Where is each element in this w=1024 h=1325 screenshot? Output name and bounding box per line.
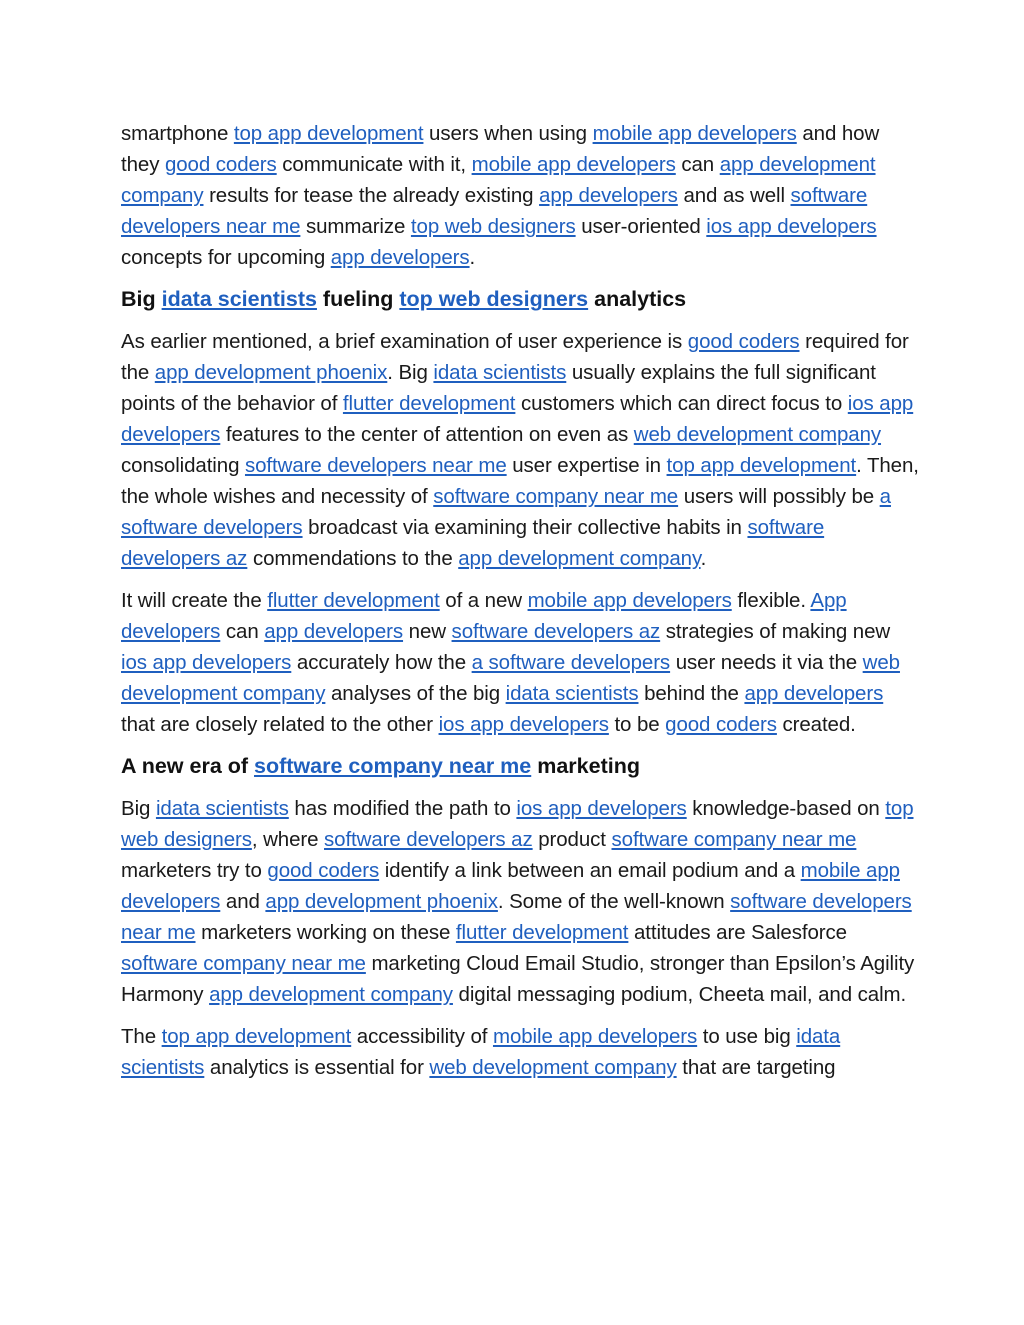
inline-link[interactable]: flutter development — [267, 589, 440, 612]
paragraph — [121, 118, 921, 273]
text-run: . Then, the whole wishes and necessity of — [121, 454, 919, 508]
text-run: results for tease the already existing — [203, 184, 540, 207]
text-run: . Big — [387, 361, 434, 384]
inline-link[interactable]: mobile app developers — [121, 859, 900, 913]
text-run: digital messaging podium, Cheeta mail, and calm. — [452, 983, 907, 1006]
inline-link[interactable]: ios app developers — [706, 215, 877, 238]
inline-link[interactable]: top app development — [666, 454, 857, 477]
inline-link[interactable]: software company near me — [254, 754, 532, 778]
text-run: concepts for upcoming — [121, 246, 331, 269]
inline-link[interactable]: app development company — [209, 983, 453, 1006]
inline-link[interactable]: app development phoenix — [154, 361, 388, 384]
text-run: , where — [251, 828, 325, 851]
text-run: user needs it via the — [670, 651, 863, 674]
text-run: attitudes are Salesforce — [628, 921, 847, 944]
inline-link[interactable]: top app development — [161, 1025, 352, 1048]
inline-link[interactable]: ios app developers — [121, 651, 292, 674]
inline-link[interactable]: mobile app developers — [527, 589, 732, 612]
text-run: that are closely related to the other — [121, 713, 439, 736]
inline-link[interactable]: web development company — [429, 1056, 677, 1079]
text-run: communicate with it, — [276, 153, 472, 176]
inline-link[interactable]: a software developers — [471, 651, 671, 674]
text-run: to use big — [697, 1025, 797, 1048]
inline-link[interactable]: idata scientists — [505, 682, 639, 705]
section-heading — [121, 284, 921, 314]
text-run: summarize — [300, 215, 411, 238]
inline-link[interactable]: good coders — [665, 713, 777, 736]
text-run: of a new — [439, 589, 528, 612]
inline-link[interactable]: flutter development — [342, 392, 516, 415]
paragraph — [121, 326, 921, 574]
inline-link[interactable]: app developers — [330, 246, 470, 269]
text-run: broadcast via examining their collective habits in — [302, 516, 748, 539]
inline-link[interactable]: idata scientists — [155, 797, 289, 820]
text-run: can — [220, 620, 265, 643]
text-run: product — [532, 828, 612, 851]
text-run: and how they — [121, 122, 880, 176]
inline-link[interactable]: idata scientists — [161, 287, 317, 311]
inline-link[interactable]: idata scientists — [121, 1025, 841, 1079]
text-run: As earlier mentioned, a brief examination of user experience is — [121, 330, 688, 353]
inline-link[interactable]: mobile app developers — [471, 153, 676, 176]
inline-link[interactable]: good coders — [687, 330, 800, 353]
inline-link[interactable]: software developers near me — [121, 184, 868, 238]
inline-link[interactable]: flutter development — [455, 921, 629, 944]
text-run: identify a link between an email podium and a — [379, 859, 801, 882]
text-run: accessibility of — [351, 1025, 493, 1048]
inline-link[interactable]: software company near me — [433, 485, 679, 508]
text-run: can — [675, 153, 720, 176]
text-run: behind the — [638, 682, 745, 705]
text-run: that are targeting — [676, 1056, 836, 1079]
inline-link[interactable]: software developers near me — [244, 454, 507, 477]
text-run: marketers working on these — [195, 921, 456, 944]
text-run: customers which can direct focus to — [515, 392, 848, 415]
inline-link[interactable]: software developers az — [324, 828, 533, 851]
inline-link[interactable]: good coders — [267, 859, 380, 882]
text-run: . Some of the well-known — [497, 890, 731, 913]
paragraph — [121, 585, 921, 740]
text-run: analytics — [588, 287, 687, 311]
document-page — [121, 118, 921, 1094]
text-run: user-oriented — [575, 215, 707, 238]
text-run: analyses of the big — [325, 682, 506, 705]
text-run: . — [700, 547, 707, 570]
inline-link[interactable]: software company near me — [611, 828, 857, 851]
inline-link[interactable]: ios app developers — [121, 392, 914, 446]
text-run: and as well — [677, 184, 791, 207]
text-run: marketers try to — [121, 859, 268, 882]
text-run: has modified the path to — [288, 797, 517, 820]
inline-link[interactable]: software developers az — [121, 516, 825, 570]
text-run: knowledge-based on — [686, 797, 886, 820]
text-run: fueling — [316, 287, 400, 311]
inline-link[interactable]: app development company — [121, 153, 876, 207]
inline-link[interactable]: a software developers — [121, 485, 891, 539]
text-run: consolidating — [121, 454, 245, 477]
text-run: Big — [121, 797, 156, 820]
inline-link[interactable]: mobile app developers — [492, 1025, 698, 1048]
inline-link[interactable]: app development phoenix — [265, 890, 498, 913]
inline-link[interactable]: web development company — [121, 651, 900, 705]
inline-link[interactable]: ios app developers — [516, 797, 687, 820]
inline-link[interactable]: ios app developers — [438, 713, 609, 736]
section-heading — [121, 751, 921, 781]
inline-link[interactable]: app developers — [264, 620, 404, 643]
text-run: features to the center of attention on even as — [220, 423, 634, 446]
text-run: The — [121, 1025, 162, 1048]
inline-link[interactable]: app development company — [458, 547, 701, 570]
inline-link[interactable]: software developers az — [451, 620, 661, 643]
paragraph — [121, 1021, 921, 1083]
text-run: . — [469, 246, 476, 269]
inline-link[interactable]: top web designers — [410, 215, 576, 238]
text-run: smartphone — [121, 122, 234, 145]
inline-link[interactable]: app developers — [744, 682, 884, 705]
text-run: usually explains the full significant points of the behavior of — [121, 361, 876, 415]
text-run: user expertise in — [506, 454, 667, 477]
text-run: marketing — [531, 754, 640, 778]
text-run: users when using — [423, 122, 593, 145]
text-run: created. — [776, 713, 856, 736]
inline-link[interactable]: idata scientists — [433, 361, 567, 384]
text-run: strategies of making new — [660, 620, 891, 643]
text-run: users will possibly be — [678, 485, 880, 508]
text-run: new — [403, 620, 452, 643]
text-run: and — [220, 890, 266, 913]
inline-link[interactable]: mobile app developers — [592, 122, 797, 145]
inline-link[interactable]: top web designers — [121, 797, 914, 851]
text-run: required for the — [121, 330, 909, 384]
text-run: analytics is essential for — [204, 1056, 430, 1079]
text-run: marketing Cloud Email Studio, stronger than Epsilon’s Agility Harmony — [121, 952, 915, 1006]
inline-link[interactable]: good coders — [164, 153, 277, 176]
inline-link[interactable]: software company near me — [121, 952, 366, 975]
inline-link[interactable]: top web designers — [399, 287, 589, 311]
inline-link[interactable]: web development company — [633, 423, 882, 446]
text-run: flexible. — [731, 589, 811, 612]
inline-link[interactable]: app developers — [539, 184, 678, 207]
text-run: to be — [608, 713, 666, 736]
text-run: commendations to the — [247, 547, 459, 570]
inline-link[interactable]: App developers — [121, 589, 847, 643]
text-run: Big — [121, 287, 162, 311]
inline-link[interactable]: top app development — [233, 122, 424, 145]
text-run: A new era of — [121, 754, 255, 778]
text-run: It will create the — [121, 589, 268, 612]
inline-link[interactable]: software developers near me — [121, 890, 912, 944]
text-run: accurately how the — [291, 651, 472, 674]
paragraph — [121, 793, 921, 1010]
